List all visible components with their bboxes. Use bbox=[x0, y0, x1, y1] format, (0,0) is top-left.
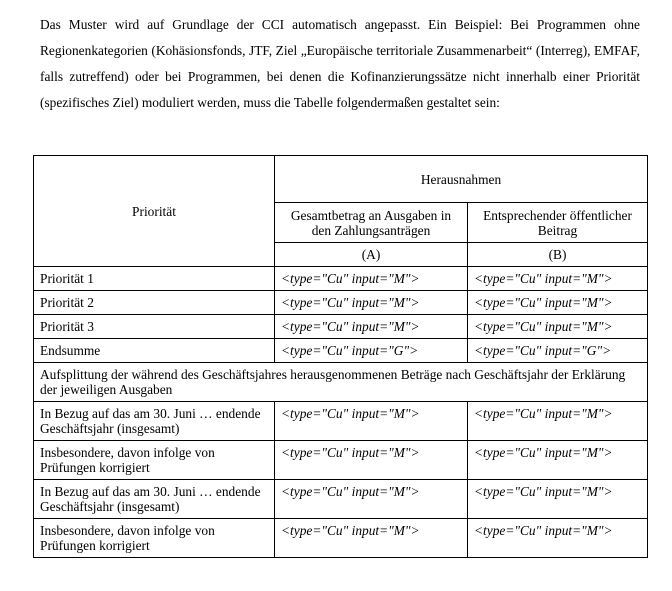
row-label: In Bezug auf das am 30. Juni … endende Geschäftsjahr (insgesamt) bbox=[34, 480, 275, 519]
row-label: In Bezug auf das am 30. Juni … endende Geschäftsjahr (insgesamt) bbox=[34, 402, 275, 441]
row-label: Priorität 1 bbox=[34, 267, 275, 291]
intro-text-block bbox=[40, 12, 640, 116]
cell-col-a: <type="Cu" input="M"> bbox=[275, 402, 468, 441]
cell-col-b: <type="Cu" input="M"> bbox=[468, 291, 648, 315]
row-label: Insbesondere, davon infolge von Prüfungen korrigiert bbox=[34, 441, 275, 480]
cell-col-a: <type="Cu" input="M"> bbox=[275, 480, 468, 519]
header-col-a: Gesamtbetrag an Ausgaben in den Zahlungsanträgen bbox=[275, 203, 468, 243]
split-label: Aufsplittung der während des Geschäftsjahres herausgenommenen Beträge nach Geschäftsjahr der Erklärung der jeweiligen Ausgaben bbox=[34, 363, 648, 402]
header-priority: Priorität bbox=[34, 156, 275, 267]
header-col-b-code: (B) bbox=[468, 243, 648, 267]
cell-col-b: <type="Cu" input="G"> bbox=[468, 339, 648, 363]
row-label: Insbesondere, davon infolge von Prüfungen korrigiert bbox=[34, 519, 275, 558]
table-row bbox=[34, 291, 648, 315]
cell-col-a: <type="Cu" input="M"> bbox=[275, 441, 468, 480]
cell-col-a: <type="Cu" input="G"> bbox=[275, 339, 468, 363]
cell-col-b: <type="Cu" input="M"> bbox=[468, 480, 648, 519]
cell-col-a: <type="Cu" input="M"> bbox=[275, 315, 468, 339]
header-col-b: Entsprechender öffentlicher Beitrag bbox=[468, 203, 648, 243]
row-label: Endsumme bbox=[34, 339, 275, 363]
cell-col-b: <type="Cu" input="M"> bbox=[468, 441, 648, 480]
cell-col-a: <type="Cu" input="M"> bbox=[275, 267, 468, 291]
cell-col-b: <type="Cu" input="M"> bbox=[468, 402, 648, 441]
cell-col-b: <type="Cu" input="M"> bbox=[468, 315, 648, 339]
table-row bbox=[34, 267, 648, 291]
cell-col-a: <type="Cu" input="M"> bbox=[275, 291, 468, 315]
table-row-total bbox=[34, 339, 648, 363]
table-row bbox=[34, 315, 648, 339]
table-row bbox=[34, 519, 648, 558]
table-row bbox=[34, 441, 648, 480]
table-row bbox=[34, 402, 648, 441]
cell-col-b: <type="Cu" input="M"> bbox=[468, 267, 648, 291]
split-header-row bbox=[34, 363, 648, 402]
table-row bbox=[34, 480, 648, 519]
row-label: Priorität 3 bbox=[34, 315, 275, 339]
exclusions-table bbox=[33, 155, 648, 558]
row-label: Priorität 2 bbox=[34, 291, 275, 315]
cell-col-b: <type="Cu" input="M"> bbox=[468, 519, 648, 558]
header-group-exclusions: Herausnahmen bbox=[275, 156, 648, 203]
cell-col-a: <type="Cu" input="M"> bbox=[275, 519, 468, 558]
header-row-1 bbox=[34, 156, 648, 203]
header-col-a-code: (A) bbox=[275, 243, 468, 267]
intro-paragraph: Das Muster wird auf Grundlage der CCI automatisch angepasst. Ein Beispiel: Bei Programmen ohne Regionenkategorien (Kohäsionsfonds, JTF, Ziel „Europäische territoriale Zusammenarbeit“ (Interreg), EMFAF, falls zutreffend) oder bei Programmen, bei denen die Kofinanzierungssätze nicht innerhalb einer Priorität (spezifisches Ziel) moduliert werden, muss die Tabelle folgendermaßen gestaltet sein: bbox=[40, 17, 640, 110]
